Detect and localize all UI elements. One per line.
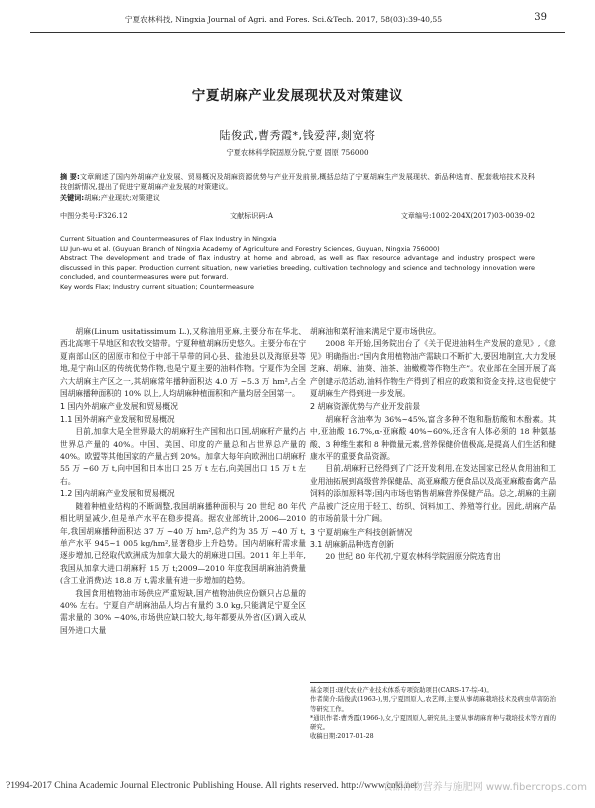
document-code: 文献标识码:A: [230, 211, 273, 220]
body-paragraph: 目前,胡麻籽已经得到了广泛开发利用,在发达国家已经从食用油和工业用油拓展到高级营养保健品、高亚麻酸方便食品以及高亚麻酸畜禽产品饲料的添加原料等;国内市场也销售胡麻营养保健产品。总之,胡麻的主副产品被广泛应用于轻工、纺织、饲料加工、养殖等行业。因此,胡麻产品的市场前景十分广阔。: [310, 464, 557, 524]
keywords-cn-label: 关键词:: [60, 192, 85, 202]
copyright-line: ?1994-2017 China Academic Journal Electronic Publishing House. All rights reserved. http://www.cnki.net: [6, 780, 418, 791]
footnote-corresponding: *通讯作者:曹秀霞(1966-),女,宁夏固原人,研究员,主要从事胡麻育种与栽培技术等方面的研究。: [310, 714, 556, 732]
abstract-en: [60, 235, 535, 293]
section-heading-1-1: 1.1 国外胡麻产业发展和贸易概况: [60, 414, 175, 424]
article-title: 宁夏胡麻产业发展现状及对策建议: [191, 88, 404, 104]
body-paragraph: 胡麻油和菜籽油来满足宁夏市场供应。: [310, 327, 441, 336]
abstract-cn-text: 文章阐述了国内外胡麻产业发展、贸易概况及胡麻资源优势与产业开发前景,概括总结了宁夏胡麻生产发展现状、新品种选育、配套栽培技术及科技创新情况,提出了促进宁夏胡麻产业发展的对策建议。: [60, 172, 535, 192]
classification-row: [60, 211, 535, 223]
abstract-en-title: Current Situation and Countermeasures of Flax Industry in Ningxia: [60, 235, 277, 243]
body-column-right: [310, 326, 556, 564]
abstract-en-body: Abstract The development and trade of flax industry at home and abroad, as well as flax resource advantage and industry prospect were discussed in this paper. Production current situation, new varieties breeding, cultivation technology and science and technology innovation were concluded, and countermeasures were put forward.: [60, 254, 535, 282]
section-heading-1: 1 国内外胡麻产业发展和贸易概况: [60, 402, 178, 412]
abstract-cn-label: 摘 要:: [60, 172, 80, 181]
body-paragraph: 随着种植业结构的不断调整,我国胡麻播种面积与 20 世纪 80 年代相比明显减少,但是单产水平在稳步提高。据农业部统计,2006—2010 年,我国胡麻播种面积达 37 万 ~40 万 hm²,总产约为 35 万 ~40 万 t,单产水平 945~1 005 kg/hm²,显著稳步上升趋势。国内胡麻籽需求量逐步增加,已经取代欧洲成为加拿大最大的胡麻进口国。2011 年上半年,我国从加拿大进口胡麻籽 15 万 t;2009—2010 年度我国胡麻油消费量(含工业消费)达 18.8 万 t,需求量有进一步增加的趋势。: [60, 501, 306, 586]
body-paragraph: 胡麻籽含油率为 36%~45%,富含多种不饱和脂肪酸和木酚素。其中,亚油酸 16.7%,α-亚麻酸 40%~60%,还含有人体必须的 18 种氨基酸、3 种维生素和 8 种微量元素,营养保健价值极高,是提高人们生活和健康水平的重要食品资源。: [310, 414, 556, 462]
section-heading-2: 2 胡麻资源优势与产业开发前景: [310, 402, 421, 412]
section-heading-3: 3 宁夏胡麻生产科技创新情况: [310, 527, 413, 537]
body-paragraph: 20 世纪 80 年代初,宁夏农林科学院固原分院选育出: [325, 552, 501, 562]
keywords-cn: [60, 193, 535, 203]
abstract-cn-paragraph: [60, 172, 535, 193]
footnote-fund: 基金项目:现代农业产业技术体系专项资助项目(CARS-17-综-4)。: [310, 687, 493, 694]
article-number: 文章编号:1002-204X(2017)03-0039-02: [400, 211, 535, 220]
abstract-en-authors: LU Jun-wu et al. (Guyuan Branch of Ningxia Academy of Agriculture and Forestry Sciences, Guyuan, Ningxia 756000): [60, 244, 440, 253]
watermark: 食品作物营养与施肥网 www.fibercrops.com: [382, 782, 587, 793]
body-paragraph: 胡麻(Linum usitatissimum L.),又称油用亚麻,主要分布在华北、西北高寒干旱地区和农牧交错带。宁夏种植胡麻历史悠久。主要分布在宁夏南部山区的固原市和位于中部干旱带的同心县、盐池县以及海原县等地,是宁南山区的传统优势作物,也是宁夏主要的油料作物。宁夏作为全国六大胡麻主产区之一,其胡麻常年播种面积达 4.0 万 ~5.3 万 hm²,占全国胡麻播种面积的 10% 以上,人均胡麻种植面积和产量均居全国第一。: [60, 327, 307, 399]
footnote: [310, 686, 556, 742]
section-heading-1-2: 1.2 国内胡麻产业发展和贸易概况: [60, 489, 175, 499]
running-head: [60, 14, 547, 32]
page-number: 39: [534, 12, 547, 23]
author-affiliation: 宁夏农林科学院固原分院,宁夏 固原 756000: [226, 148, 369, 157]
body-column-left: [60, 326, 306, 637]
author-list: 陆俊武,曹秀霞*,钱爱萍,剡宽将: [219, 129, 376, 142]
header-rule: [30, 32, 565, 33]
footnote-rule: [310, 682, 420, 683]
footnote-author: 作者简介:陆俊武(1963-),男,宁夏固原人,农艺师,主要从事胡麻栽培技术及病虫草害防治等研究工作。: [310, 696, 556, 713]
running-head-text: 宁夏农林科技, Ningxia Journal of Agri. and Fores. Sci.&Tech. 2017, 58(03):39-40,55: [124, 15, 443, 24]
keywords-cn-text: 胡麻;产业现状;对策建议: [84, 192, 160, 202]
abstract-cn: [60, 172, 535, 203]
clc-number: 中图分类号:F326.12: [60, 211, 128, 220]
section-heading-3-1: 3.1 胡麻新品种选育创新: [310, 539, 394, 549]
body-paragraph: 我国食用植物油市场供应严重短缺,国产植物油供应份额只占总量的 40% 左右。宁夏自产胡麻油品人均占有量约 3.0 kg,只能满足宁夏全区需求量的 30% ~40%,市场供应缺口较大,每年都要从外省(区)调入或从国外进口大量: [60, 588, 306, 635]
body-paragraph: 2008 年开始,国务院出台了《关于促进油料生产发展的意见》,《意见》明确指出:“国内食用植物油产需缺口不断扩大,要因地制宜,大力发展芝麻、胡麻、油葵、油茶、油橄榄等作物生产”。农业部在全国开展了高产创建示范活动,油料作物生产得到了相应的政策和资金支持,这也促使宁夏胡麻生产得到进一步发展。: [310, 339, 556, 399]
footnote-received: 收稿日期:2017-01-28: [310, 733, 374, 741]
body-paragraph: 目前,加拿大是全世界最大的胡麻籽生产国和出口国,胡麻籽产量约占世界总产量的 40%。中国、美国、印度的产量总和占世界总产量的 40%。欧盟等其他国家的产量占到 20%。加拿大每年向欧洲出口胡麻籽 55 万 ~60 万 t,向中国和日本出口 25 万 t 左右,向美国出口 15 万 t 左右。: [60, 427, 306, 486]
abstract-en-keywords: Key words Flax; Industry current situation; Countermeasure: [60, 282, 254, 291]
